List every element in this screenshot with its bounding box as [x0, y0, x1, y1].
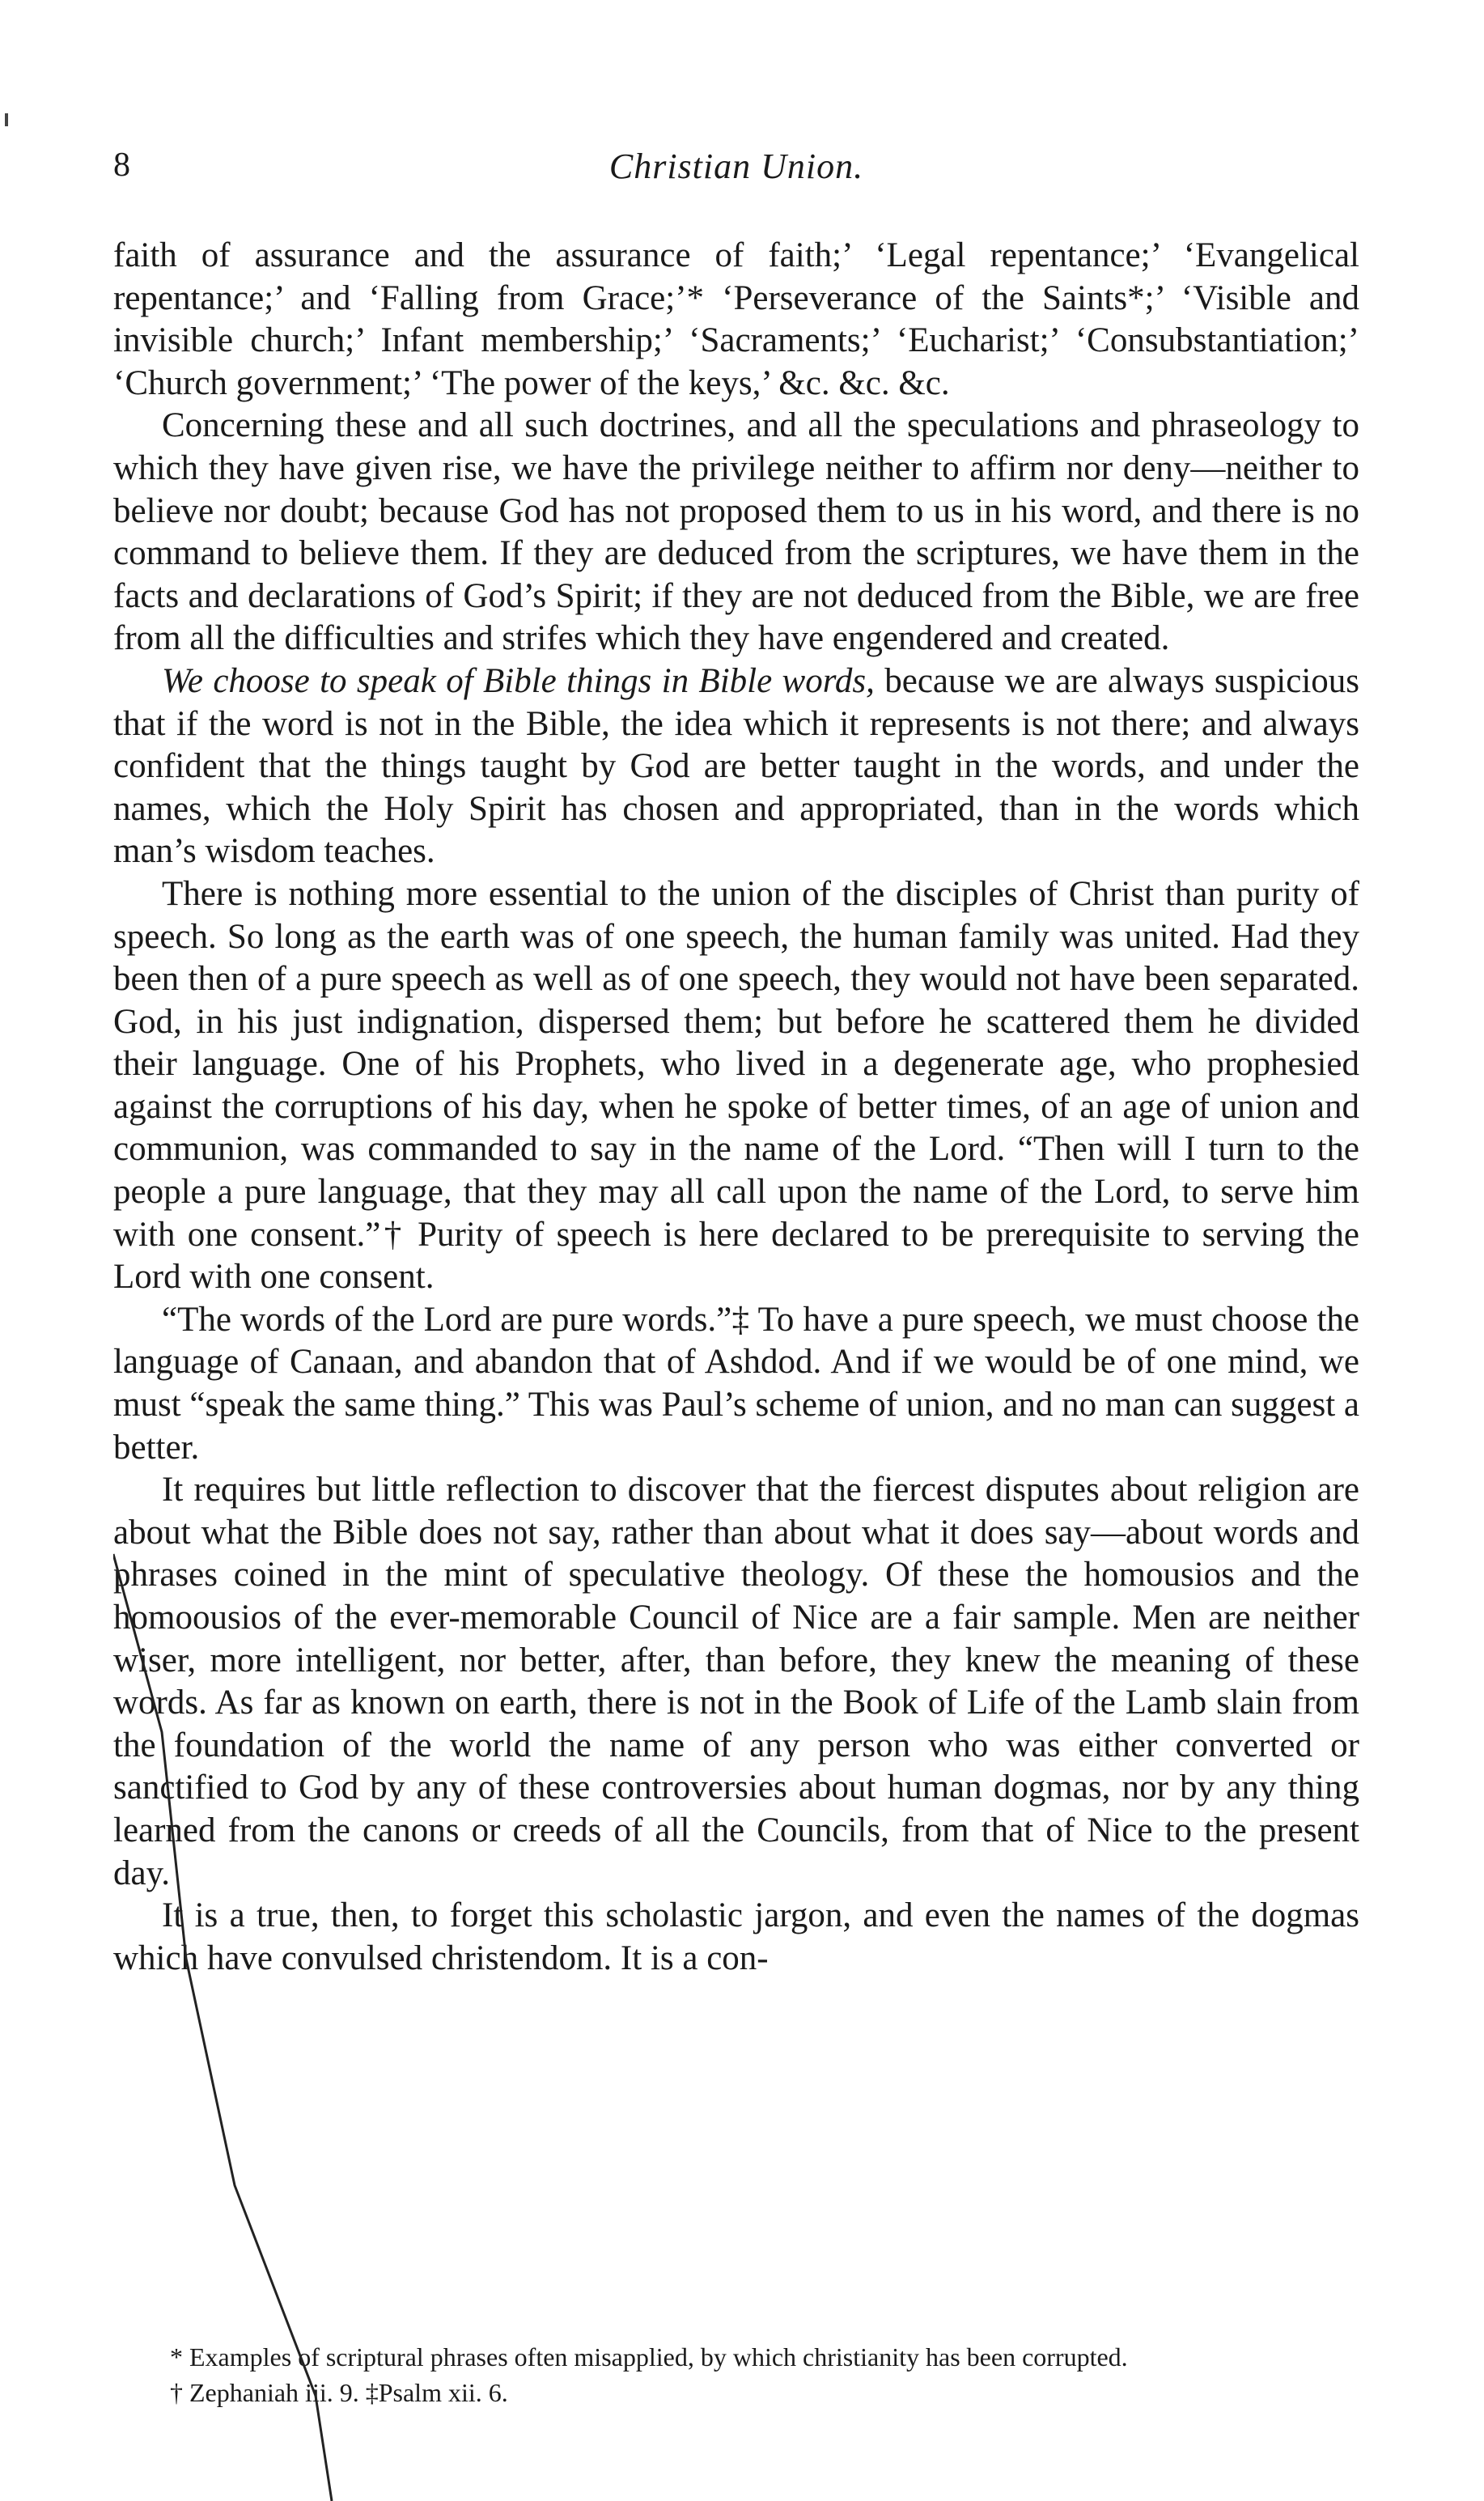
paragraph-6: It requires but little reflection to discover that the fiercest disputes about religion are about what the Bible does not say, rather than about what it does say—about words and phrases coined in the mint of speculative theology. Of these the homousios and the homoousios of the ever-memorable Council of Nice are a fair sample. Men are neither wiser, more intelligent, nor better, after, than before, they knew the meaning of these words. As far as known on earth, there is not in the Book of Life of the Lamb slain from the foundation of the world the name of any person who was either converted or sanctified to God by any of these controversies about human dogmas, nor by any thing learned from the canons or creeds of all the Councils, from that of Nice to the present day. — [113, 1471, 1359, 1892]
running-head: Christian Union. — [608, 146, 864, 186]
page-header — [113, 146, 1359, 202]
page-edge-mark — [5, 113, 8, 126]
paragraph-3-rest: because we are always suspicious that if the word is not in the Bible, the idea which it represents is not there; and always confident that the things taught by God are better taught in the words, and under the names, which the Holy Spirit has chosen and appropriated, than in the words which man’s wisdom teaches. — [113, 661, 1360, 871]
footnotes — [170, 2339, 1359, 2410]
page-number: 8 — [113, 146, 130, 184]
paragraph-5: “The words of the Lord are pure words.”‡ To have a pure speech, we must choose the language of Canaan, and abandon that of Ashdod. And if we would be of one mind, we must “speak the same thing.” This was Paul’s scheme of union, and no man can suggest a better. — [113, 1300, 1359, 1467]
paragraph-3-italic-lead: We choose to speak of Bible things in Bible words, — [162, 661, 875, 700]
paragraph-2: Concerning these and all such doctrines, and all the speculations and phraseology to which they have given rise, we have the privilege neither to affirm nor deny—neither to believe nor doubt; because God has not proposed them to us in his word, and there is no command to believe them. If they are deduced from the scriptures, we have them in the facts and declarations of God’s Spirit; if they are not deduced from the Bible, we are free from all the difficulties and strifes which they have engendered and created. — [113, 406, 1359, 658]
body-text — [113, 235, 1359, 1980]
footnote-1: * Examples of scriptural phrases often misapplied, by which christianity has been corrupted. — [170, 2342, 1128, 2371]
footnote-2: † Zephaniah iii. 9. ‡Psalm xii. 6. — [170, 2378, 508, 2407]
paragraph-7: It is a true, then, to forget this scholastic jargon, and even the names of the dogmas which have convulsed christendom. It is a con- — [113, 1896, 1359, 1977]
paragraph-1: faith of assurance and the assurance of faith;’ ‘Legal repentance;’ ‘Evangelical repentance;’ and ‘Falling from Grace;’* ‘Perseverance of the Saints*;’ ‘Visible and invisible church;’ Infant membership;’ ‘Sacraments;’ ‘Eucharist;’ ‘Consubstantiation;’ ‘Church government;’ ‘The power of the keys,’ &c. &c. &c. — [113, 236, 1359, 402]
paragraph-4: There is nothing more essential to the union of the disciples of Christ than purity of speech. So long as the earth was of one speech, the human family was united. Had they been then of a pure speech as well as of one speech, they would not have been separated. God, in his just indignation, dispersed them; but before he scattered them he divided their language. One of his Prophets, who lived in a degenerate age, who prophesied against the corruptions of his day, when he spoke of better times, of an age of union and communion, was commanded to say in the name of the Lord. “Then will I turn to the people a pure language, that they may all call upon the name of the Lord, to serve him with one consent.”† Purity of speech is here declared to be prerequisite to serving the Lord with one consent. — [113, 874, 1359, 1297]
paragraph-3 — [113, 660, 1359, 873]
